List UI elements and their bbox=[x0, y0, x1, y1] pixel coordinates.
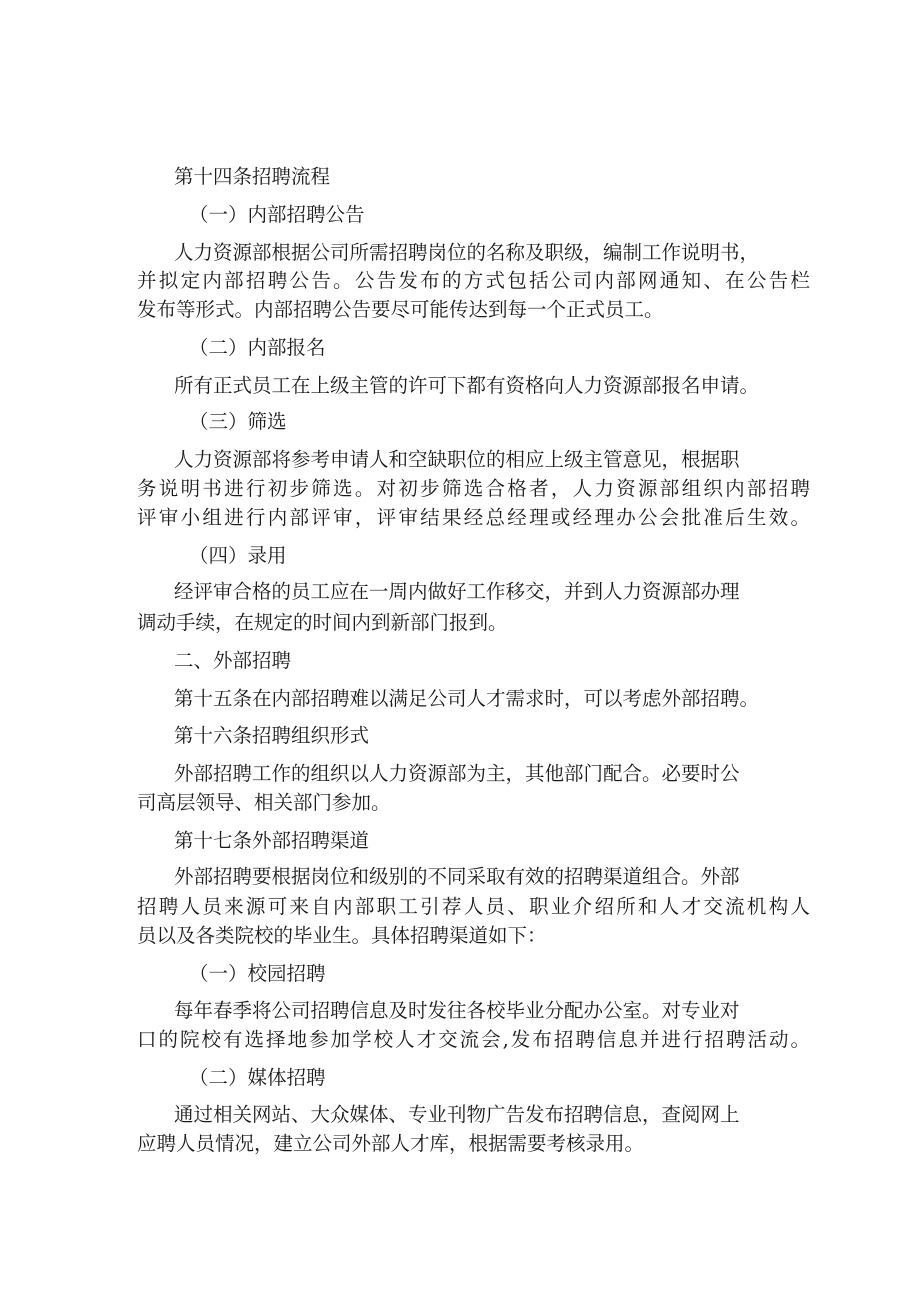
paragraph-line: 人力资源部将参考申请人和空缺职位的相应上级主管意见，根据职 bbox=[174, 448, 740, 471]
paragraph-line: 所有正式员工在上级主管的许可下都有资格向人力资源部报名申请。 bbox=[174, 374, 760, 397]
paragraph-line: 司高层领导、相关部门参加。 bbox=[137, 791, 391, 814]
article-14-item-1-heading: （一）内部招聘公告 bbox=[189, 203, 365, 226]
paragraph-line: 外部招聘要根据岗位和级别的不同采取有效的招聘渠道组合。外部 bbox=[174, 865, 740, 888]
paragraph-line: 员以及各类院校的毕业生。具体招聘渠道如下： bbox=[137, 924, 547, 947]
paragraph-line: 经评审合格的员工应在一周内做好工作移交，并到人力资源部办理 bbox=[174, 580, 740, 603]
article-14-title: 第十四条招聘流程 bbox=[174, 165, 331, 188]
article-14-item-3-heading: （三）筛选 bbox=[189, 410, 287, 433]
paragraph-line: 人力资源部根据公司所需招聘岗位的名称及职级，编制工作说明书， bbox=[174, 241, 760, 264]
paragraph-line: 外部招聘工作的组织以人力资源部为主，其他部门配合。必要时公 bbox=[174, 762, 740, 785]
section-2-heading: 二、外部招聘 bbox=[174, 649, 292, 672]
paragraph-line: 通过相关网站、大众媒体、专业刊物广告发布招聘信息，查阅网上 bbox=[174, 1103, 740, 1126]
article-15-text: 第十五条在内部招聘难以满足公司人才需求时，可以考虑外部招聘。 bbox=[174, 687, 760, 710]
paragraph-line: 每年春季将公司招聘信息及时发往各校毕业分配办公室。对专业对 bbox=[174, 999, 740, 1022]
article-14-item-4-heading: （四）录用 bbox=[189, 544, 287, 567]
paragraph-line: 务说明书进行初步筛选。对初步筛选合格者，人力资源部组织内部招聘 bbox=[137, 477, 810, 500]
article-17-title: 第十七条外部招聘渠道 bbox=[174, 829, 370, 852]
article-17-item-2-heading: （二）媒体招聘 bbox=[189, 1066, 326, 1089]
article-17-item-1-heading: （一）校园招聘 bbox=[189, 962, 326, 985]
paragraph-line: 应聘人员情况，建立公司外部人才库，根据需要考核录用。 bbox=[137, 1132, 645, 1155]
paragraph-line: 并拟定内部招聘公告。公告发布的方式包括公司内部网通知、在公告栏 bbox=[137, 269, 810, 292]
paragraph-line: 招聘人员来源可来自内部职工引荐人员、职业介绍所和人才交流机构人 bbox=[137, 895, 810, 918]
paragraph-line: 发布等形式。内部招聘公告要尽可能传达到每一个正式员工。 bbox=[137, 298, 664, 321]
paragraph-line: 口的院校有选择地参加学校人才交流会,发布招聘信息并进行招聘活动。 bbox=[137, 1028, 810, 1051]
article-16-title: 第十六条招聘组织形式 bbox=[174, 724, 370, 747]
paragraph-line: 评审小组进行内部评审，评审结果经总经理或经理办公会批准后生效。 bbox=[137, 506, 810, 529]
article-14-item-2-heading: （二）内部报名 bbox=[189, 336, 326, 359]
paragraph-line: 调动手续，在规定的时间内到新部门报到。 bbox=[137, 611, 508, 634]
